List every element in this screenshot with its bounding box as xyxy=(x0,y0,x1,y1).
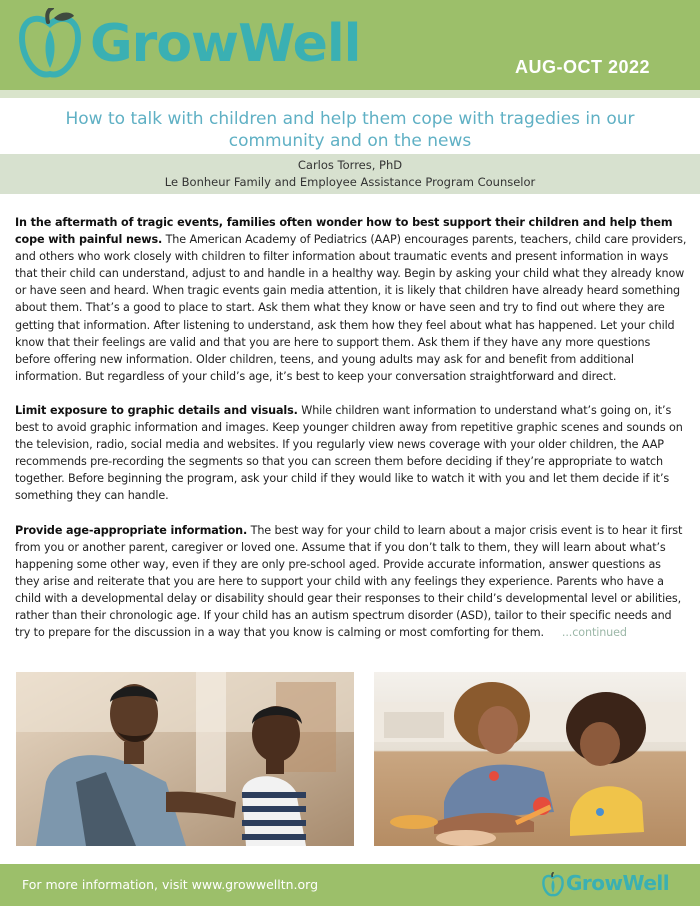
paragraph-lead: In the aftermath of tragic events, families often wonder how to best support their children and help them cope with painful news. xyxy=(15,216,673,247)
apple-icon xyxy=(542,872,564,898)
father-son-photo-art xyxy=(16,672,354,846)
masthead xyxy=(0,0,700,90)
title-band xyxy=(0,98,700,154)
growwell-logo[interactable] xyxy=(18,8,361,82)
apple-icon xyxy=(18,8,82,82)
paragraph-text: The best way for your child to learn about a major crisis event is to hear it first from you or another parent, caregiver or loved one. Assume that if you don’t talk to them, they will learn about what’s happening some other way, even if they are only pre-school aged. Provide accurate information, answer questions as they arise and reiterate that you are here to support your child with any feelings they experience. Parents who have a child with a developmental delay or disability should gear their responses to their child’s developmental level or abilities, rather than their chronologic age. If your child has an autism spectrum disorder (ASD), tailor to their specific needs and try to prepare for the discussion in a way that you know is calming or most comforting for them. xyxy=(15,523,683,640)
header-divider xyxy=(0,90,700,98)
author-role: Le Bonheur Family and Employee Assistance Program Counselor xyxy=(164,175,536,189)
brand-name: GrowWell xyxy=(90,14,361,74)
paragraph xyxy=(15,522,687,642)
continued-link[interactable]: ...continued xyxy=(561,626,627,640)
paragraph xyxy=(15,402,687,505)
author-byline xyxy=(0,154,700,194)
author-name: Carlos Torres, PhD xyxy=(297,158,403,172)
issue-date: AUG-OCT 2022 xyxy=(514,57,650,77)
footer-logo[interactable] xyxy=(542,870,670,900)
article-title: How to talk with children and help them cope with tragedies in our community and on the news xyxy=(65,109,635,151)
footer-info-link[interactable]: For more information, visit www.growwelltn.org xyxy=(22,877,319,892)
mother-daughter-photo-art xyxy=(374,672,686,846)
paragraph xyxy=(15,214,687,385)
footer-brand: GrowWell xyxy=(566,871,670,895)
paragraph-text: The American Academy of Pediatrics (AAP) encourages parents, teachers, child care providers, and others who work closely with children to filter information about traumatic events and present information in ways that their child can understand, adjust to and handle in a healthy way. Begin by asking your child what they already know or have seen and heard. When tragic events gain media attention, it is likely that children have already heard something about them. That’s a good to place to start. Ask them what they know or have seen and try to find out where they are getting that information. After listening to understand, ask them how they feel about what has happened. Let your child know that their feelings are valid and that you are here to support them. Ask them if they have any more questions before offering new information. Older children, teens, and young adults may ask for and benefit from additional information. But regardless of your child’s age, it’s best to keep your conversation straightforward and direct. xyxy=(15,233,687,383)
paragraph-text: While children want information to understand what’s going on, it’s best to avoid graphic information and images. Keep younger children away from repetitive graphic scenes and sounds on the television, radio, social media and websites. If you regularly view news coverage with your older children, the AAP recommends pre-recording the segments so that you can screen them before deciding if they’re appropriate to watch together. Before beginning the program, ask your child if they would like to watch it with you and let them decide if it’s something they can handle. xyxy=(15,403,683,503)
father-son-photo xyxy=(16,672,354,846)
paragraph-lead: Limit exposure to graphic details and visuals. xyxy=(15,403,298,417)
article-body xyxy=(15,214,687,658)
footer xyxy=(0,864,700,906)
paragraph-lead: Provide age-appropriate information. xyxy=(15,523,248,537)
mother-daughter-photo xyxy=(374,672,686,846)
